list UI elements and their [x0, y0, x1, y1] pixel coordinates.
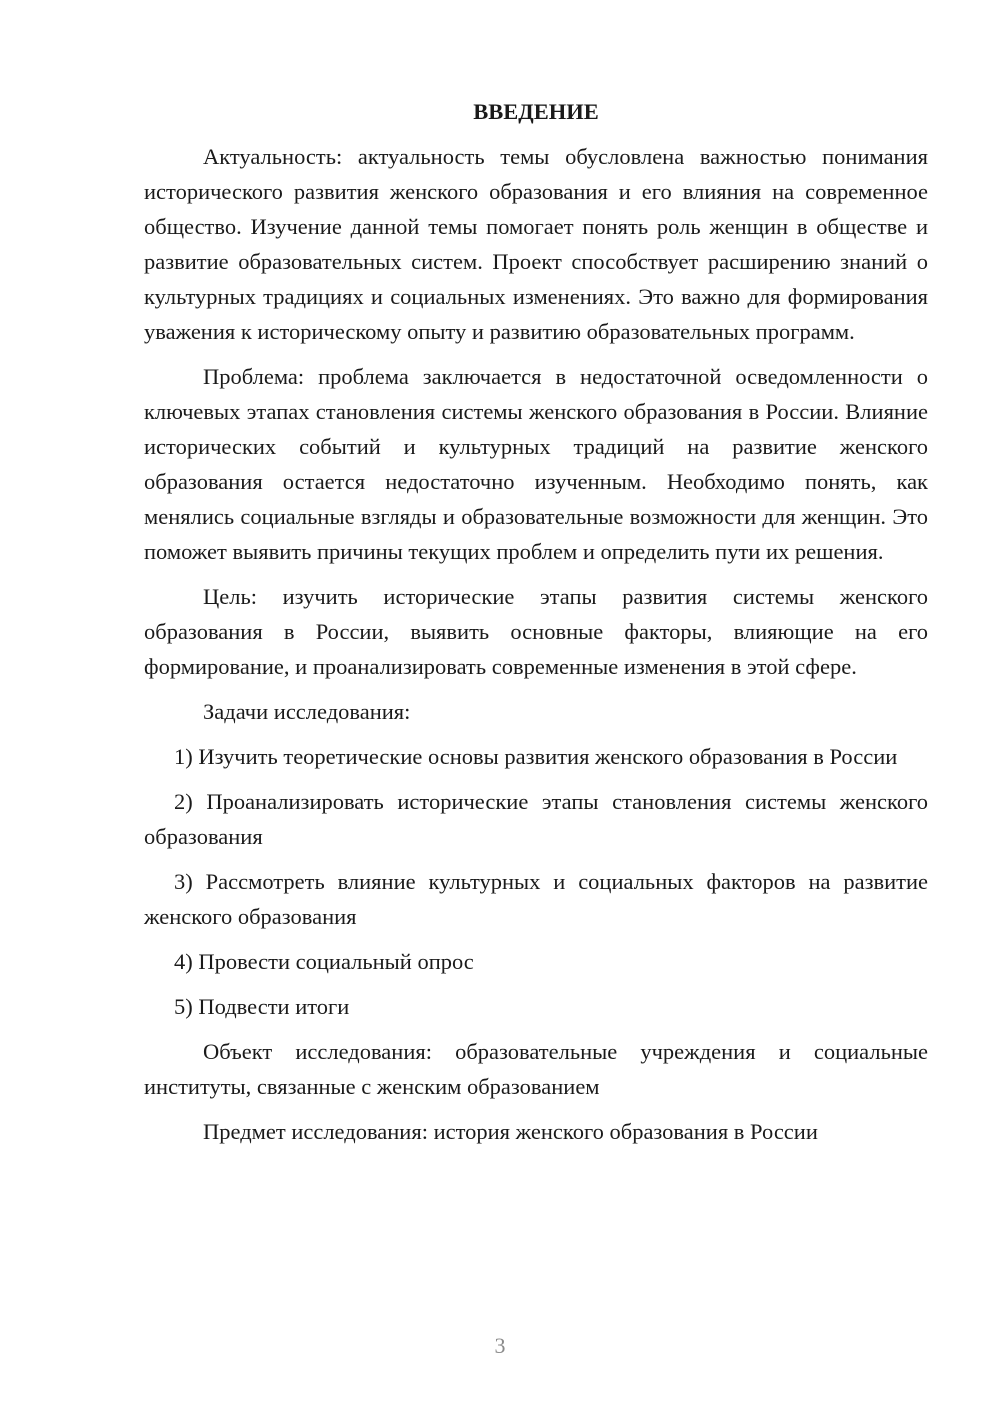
- page-number: 3: [494, 1333, 506, 1358]
- goal-paragraph: Цель: изучить исторические этапы развития системы женского образования в России, выявить основные факторы, влияющие на его формирование, и проанализировать современные изменения в этой сфере.: [144, 584, 928, 679]
- tasks-heading: Задачи исследования:: [203, 699, 411, 724]
- relevance-paragraph: Актуальность: актуальность темы обусловлена важностью понимания исторического развития женского образования и его влияния на современное общество. Изучение данной темы помогает понять роль женщин в обществе и развитие образовательных систем. Проект способствует расширению знаний о культурных традициях и социальных изменениях. Это важно для формирования уважения к историческому опыту и развитию образовательных программ.: [144, 144, 928, 344]
- page-title: ВВЕДЕНИЕ: [473, 99, 599, 124]
- task-item: 3) Рассмотреть влияние культурных и социальных факторов на развитие женского образования: [144, 869, 928, 929]
- task-item: 1) Изучить теоретические основы развития женского образования в России: [174, 744, 898, 769]
- task-item: 5) Подвести итоги: [174, 994, 350, 1019]
- subject-paragraph: Предмет исследования: история женского образования в России: [203, 1119, 818, 1144]
- problem-paragraph: Проблема: проблема заключается в недостаточной осведомленности о ключевых этапах становления системы женского образования в России. Влияние исторических событий и культурных традиций на развитие женского образования остается недостаточно изученным. Необходимо понять, как менялись социальные взгляды и образовательные возможности для женщин. Это поможет выявить причины текущих проблем и определить пути их решения.: [144, 364, 928, 564]
- task-item: 4) Провести социальный опрос: [174, 949, 474, 974]
- page-content: [144, 94, 928, 1149]
- object-paragraph: Объект исследования: образовательные учреждения и социальные институты, связанные с женским образованием: [144, 1039, 928, 1099]
- task-item: 2) Проанализировать исторические этапы становления системы женского образования: [144, 789, 928, 849]
